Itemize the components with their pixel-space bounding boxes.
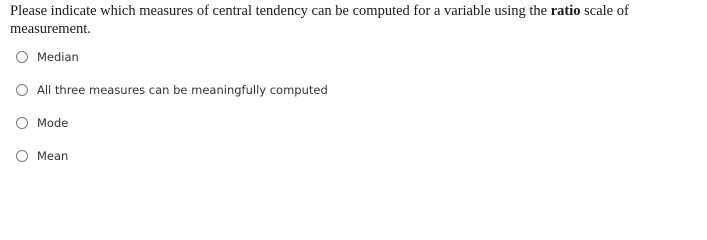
- option-median[interactable]: [16, 48, 79, 66]
- option-all-three[interactable]: [16, 81, 328, 99]
- option-mean[interactable]: [16, 147, 68, 165]
- question-text-after: scale of measurement.: [10, 3, 629, 37]
- radio-button[interactable]: [16, 84, 28, 96]
- option-label[interactable]: All three measures can be meaningfully computed: [37, 83, 328, 97]
- option-mode[interactable]: [16, 114, 68, 132]
- option-label[interactable]: Mean: [37, 149, 69, 163]
- radio-button[interactable]: [16, 117, 28, 129]
- question-text-bold: ratio: [550, 3, 581, 19]
- radio-button[interactable]: [16, 51, 28, 63]
- question-text-before: Please indicate which measures of central tendency can be computed for a variable using the: [10, 3, 551, 19]
- option-label[interactable]: Mode: [37, 116, 69, 130]
- radio-button[interactable]: [16, 150, 28, 162]
- option-label[interactable]: Median: [37, 50, 79, 64]
